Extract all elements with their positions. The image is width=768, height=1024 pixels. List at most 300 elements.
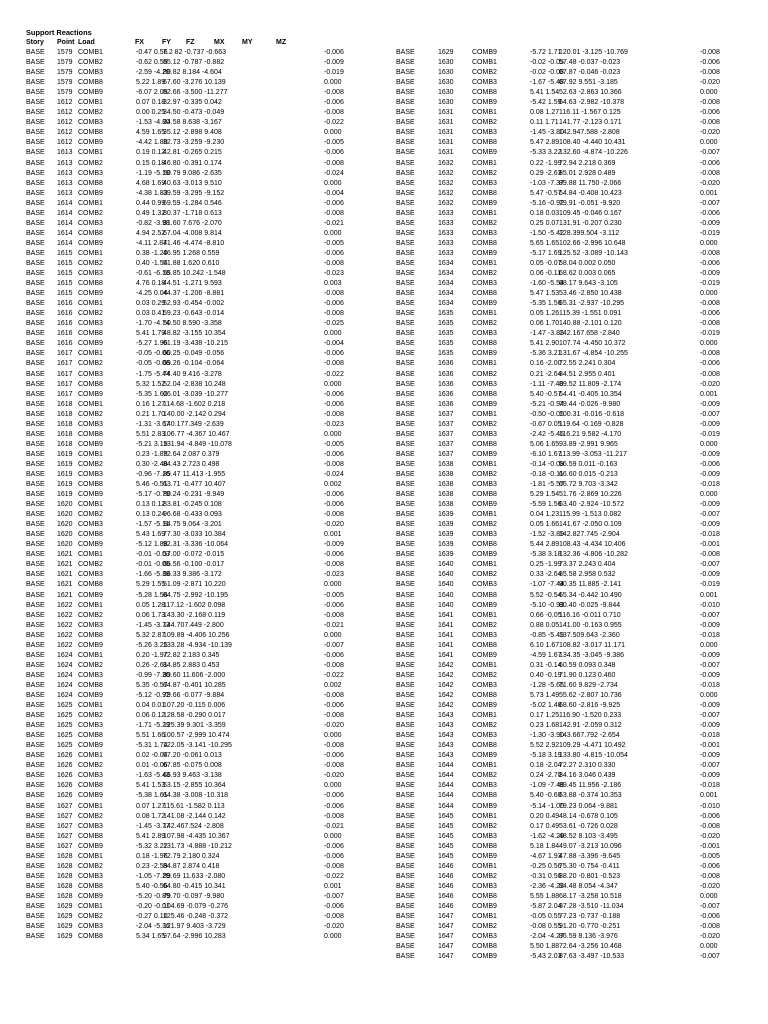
story-cell: BASE bbox=[26, 139, 45, 147]
values-cell: 72.27 2.310 0.330 bbox=[559, 762, 616, 770]
point-cell: 1617 bbox=[57, 350, 73, 358]
story-cell: BASE bbox=[26, 872, 45, 880]
point-cell: 1629 bbox=[57, 913, 73, 921]
forces-cell: -0.99 -7.30 bbox=[136, 671, 170, 679]
mz-cell: 0.003 bbox=[324, 280, 342, 288]
mz-cell: -0.008 bbox=[324, 89, 344, 97]
mz-cell: -0.008 bbox=[324, 762, 344, 770]
mz-cell: 0.001 bbox=[324, 531, 342, 539]
values-cell: 125.46 -0.248 -0.372 bbox=[163, 913, 228, 921]
load-cell: COMB2 bbox=[472, 822, 497, 830]
mz-cell: -0.006 bbox=[324, 390, 344, 398]
load-cell: COMB8 bbox=[78, 179, 103, 187]
point-cell: 1638 bbox=[438, 470, 454, 478]
table-row bbox=[396, 510, 756, 520]
mz-cell: -0.009 bbox=[700, 521, 720, 529]
mz-cell: 0.000 bbox=[324, 631, 342, 639]
mz-cell: -0.006 bbox=[324, 601, 344, 609]
mz-cell: -0.020 bbox=[324, 923, 344, 931]
forces-cell: 0.38 -1.20 bbox=[136, 249, 168, 257]
load-cell: COMB1 bbox=[78, 300, 103, 308]
forces-cell: 4.59 1.65 bbox=[136, 129, 166, 137]
load-cell: COMB8 bbox=[78, 732, 103, 740]
mz-cell: 0.000 bbox=[700, 892, 718, 900]
load-cell: COMB3 bbox=[472, 229, 497, 237]
table-row bbox=[396, 621, 756, 631]
forces-cell: 5.22 1.89 bbox=[136, 79, 166, 87]
values-cell: 109.29 -4.471 10.492 bbox=[559, 742, 626, 750]
load-cell: COMB2 bbox=[78, 862, 103, 870]
load-cell: COMB2 bbox=[472, 320, 497, 328]
mz-cell: -0.006 bbox=[324, 149, 344, 157]
table-row bbox=[26, 882, 386, 892]
mz-cell: -0.001 bbox=[700, 742, 720, 750]
story-cell: BASE bbox=[396, 450, 415, 458]
forces-cell: -6.10 1.67 bbox=[530, 450, 562, 458]
values-cell: 104.69 -0.079 -0.276 bbox=[163, 902, 228, 910]
story-cell: BASE bbox=[396, 541, 415, 549]
table-row bbox=[396, 942, 756, 952]
page-title: Support Reactions bbox=[26, 28, 92, 37]
story-cell: BASE bbox=[26, 219, 45, 227]
load-cell: COMB1 bbox=[472, 310, 497, 318]
forces-cell: 0.13 0.12 bbox=[136, 501, 166, 509]
load-cell: COMB9 bbox=[78, 591, 103, 599]
values-cell: 44.51 -1.271 9.593 bbox=[163, 280, 222, 288]
mz-cell: -0.006 bbox=[324, 450, 344, 458]
forces-cell: 0.21 -2.64 bbox=[530, 370, 562, 378]
point-cell: 1645 bbox=[438, 832, 454, 840]
values-cell: 96.68 -0.433 0.093 bbox=[163, 511, 222, 519]
story-cell: BASE bbox=[396, 49, 415, 56]
mz-cell: -0.006 bbox=[700, 913, 720, 921]
forces-cell: 0.31 -0.14 bbox=[530, 661, 562, 669]
forces-cell: 0.23 1.68 bbox=[530, 722, 560, 730]
mz-cell: -0.006 bbox=[324, 199, 344, 207]
table-row bbox=[26, 380, 386, 390]
point-cell: 1625 bbox=[57, 712, 73, 720]
mz-cell: -0.008 bbox=[700, 923, 720, 931]
table-row bbox=[396, 349, 756, 359]
load-cell: COMB9 bbox=[472, 149, 497, 157]
table-row bbox=[396, 802, 756, 812]
forces-cell: -1.19 -5.19 bbox=[136, 169, 170, 177]
story-cell: BASE bbox=[26, 340, 45, 348]
forces-cell: -1.63 -5.43 bbox=[136, 772, 170, 780]
story-cell: BASE bbox=[396, 390, 415, 398]
forces-cell: -5.27 1.96 bbox=[136, 340, 168, 348]
load-cell: COMB8 bbox=[472, 943, 497, 951]
story-cell: BASE bbox=[26, 501, 45, 509]
table-row bbox=[26, 651, 386, 661]
mz-cell: -0.021 bbox=[324, 621, 344, 629]
table-row bbox=[26, 771, 386, 781]
values-cell: 51.88 1.620 0.610 bbox=[163, 259, 220, 267]
point-cell: 1635 bbox=[438, 350, 454, 358]
story-cell: BASE bbox=[396, 692, 415, 699]
forces-cell: 0.26 -2.61 bbox=[136, 661, 168, 669]
table-row bbox=[26, 400, 386, 410]
values-cell: 53.46 -2.850 10.438 bbox=[559, 290, 622, 298]
load-cell: COMB8 bbox=[78, 631, 103, 639]
point-cell: 1645 bbox=[438, 822, 454, 830]
load-cell: COMB3 bbox=[78, 872, 103, 880]
load-cell: COMB3 bbox=[472, 481, 497, 489]
story-cell: BASE bbox=[396, 460, 415, 468]
point-cell: 1624 bbox=[57, 651, 73, 659]
load-cell: COMB9 bbox=[78, 239, 103, 247]
table-row bbox=[26, 812, 386, 822]
mz-cell: 0.000 bbox=[700, 290, 718, 298]
load-cell: COMB2 bbox=[78, 661, 103, 669]
forces-cell: -2.59 -4.29 bbox=[136, 69, 170, 77]
values-cell: 131.91 -0.207 0.230 bbox=[559, 219, 622, 227]
table-row bbox=[396, 591, 756, 601]
values-cell: 141.67 -2.050 0.109 bbox=[559, 521, 622, 529]
forces-cell: -0.50 -0.05 bbox=[530, 410, 564, 418]
forces-cell: 0.07 1.27 bbox=[136, 802, 166, 810]
mz-cell: -0.009 bbox=[700, 722, 720, 730]
load-cell: COMB2 bbox=[472, 923, 497, 931]
forces-cell: -4.38 1.83 bbox=[136, 189, 168, 197]
forces-cell: 0.17 1.25 bbox=[530, 712, 560, 720]
point-cell: 1619 bbox=[57, 470, 73, 478]
mz-cell: 0.000 bbox=[324, 832, 342, 840]
story-cell: BASE bbox=[26, 310, 45, 318]
point-cell: 1642 bbox=[438, 661, 454, 669]
story-cell: BASE bbox=[26, 390, 45, 398]
load-cell: COMB2 bbox=[78, 460, 103, 468]
mz-cell: -0.020 bbox=[700, 882, 720, 890]
point-cell: 1639 bbox=[438, 541, 454, 549]
values-cell: 7.2 82 -0.737 -0.663 bbox=[163, 49, 227, 56]
values-cell: 89.45 11.956 -2.186 bbox=[559, 782, 622, 790]
load-cell: COMB3 bbox=[78, 420, 103, 428]
mz-cell: -0.007 bbox=[700, 611, 720, 619]
mz-cell: -0.006 bbox=[700, 310, 720, 318]
point-cell: 1638 bbox=[438, 460, 454, 468]
values-cell: 72.79 2.180 0.324 bbox=[163, 852, 220, 860]
point-cell: 1646 bbox=[438, 862, 454, 870]
mz-cell: -0.005 bbox=[324, 139, 344, 147]
mz-cell: -0.022 bbox=[324, 119, 344, 127]
point-cell: 1640 bbox=[438, 571, 454, 579]
forces-cell: -1.71 -5.29 bbox=[136, 722, 170, 730]
mz-cell: -0.022 bbox=[324, 370, 344, 378]
load-cell: COMB9 bbox=[472, 902, 497, 910]
header-fy: FY bbox=[162, 39, 171, 46]
values-cell: 64.87 -0.401 10.285 bbox=[163, 681, 226, 689]
load-cell: COMB3 bbox=[472, 430, 497, 438]
mz-cell: -0.020 bbox=[324, 722, 344, 730]
table-row bbox=[396, 78, 756, 88]
forces-cell: -1.11 -7.40 bbox=[530, 380, 564, 388]
forces-cell: 5.73 1.49 bbox=[530, 692, 560, 699]
story-cell: BASE bbox=[396, 812, 415, 820]
point-cell: 1625 bbox=[57, 742, 73, 750]
story-cell: BASE bbox=[26, 712, 45, 720]
point-cell: 1616 bbox=[57, 300, 73, 308]
point-cell: 1637 bbox=[438, 410, 454, 418]
mz-cell: 0.001 bbox=[700, 792, 718, 800]
forces-cell: 0.88 0.05 bbox=[530, 621, 560, 629]
values-cell: 116.11 -1.567 0.125 bbox=[559, 109, 621, 117]
forces-cell: 0.05 1.26 bbox=[530, 310, 560, 318]
mz-cell: -0.006 bbox=[324, 551, 344, 559]
load-cell: COMB2 bbox=[78, 913, 103, 921]
story-cell: BASE bbox=[26, 481, 45, 489]
load-cell: COMB2 bbox=[78, 561, 103, 569]
forces-cell: 0.44 0.99 bbox=[136, 199, 166, 207]
values-cell: 57.00 -0.072 -0.015 bbox=[163, 551, 225, 559]
forces-cell: -5.33 3.22 bbox=[530, 149, 562, 157]
mz-cell: -0.009 bbox=[700, 651, 720, 659]
mz-cell: -0.008 bbox=[700, 872, 720, 880]
forces-cell: 0.20 0.49 bbox=[530, 812, 560, 820]
table-row bbox=[26, 390, 386, 400]
story-cell: BASE bbox=[26, 239, 45, 247]
mz-cell: -0.007 bbox=[700, 561, 720, 569]
table-row bbox=[396, 611, 756, 621]
forces-cell: 0.18 -2.04 bbox=[530, 762, 562, 770]
story-cell: BASE bbox=[26, 892, 45, 900]
values-cell: 77.30 -3.033 10.384 bbox=[163, 531, 226, 539]
mz-cell: -0.006 bbox=[324, 842, 344, 850]
table-row bbox=[26, 691, 386, 701]
load-cell: COMB9 bbox=[472, 802, 497, 810]
point-cell: 1620 bbox=[57, 511, 73, 519]
point-cell: 1618 bbox=[57, 440, 73, 448]
values-cell: 81.60 7.676 -2.070 bbox=[163, 219, 222, 227]
header-mz: MZ bbox=[276, 39, 287, 46]
mz-cell: -0.006 bbox=[324, 802, 344, 810]
load-cell: COMB3 bbox=[472, 129, 497, 137]
table-row bbox=[26, 359, 386, 369]
table-row bbox=[26, 781, 386, 791]
forces-cell: 0.15 0.18 bbox=[136, 159, 166, 167]
forces-cell: 0.24 -2.70 bbox=[530, 772, 562, 780]
point-cell: 1612 bbox=[57, 99, 73, 107]
table-row bbox=[26, 339, 386, 349]
mz-cell: -0.007 bbox=[700, 149, 720, 157]
table-row bbox=[396, 902, 756, 912]
story-cell: BASE bbox=[26, 320, 45, 328]
load-cell: COMB1 bbox=[472, 410, 497, 418]
mz-cell: -0.023 bbox=[324, 420, 344, 428]
story-cell: BASE bbox=[26, 440, 45, 448]
mz-cell: -0.018 bbox=[700, 531, 720, 539]
values-cell: 83.81 -0.245 0.108 bbox=[163, 501, 222, 509]
table-row bbox=[26, 48, 386, 58]
point-cell: 1612 bbox=[57, 139, 73, 147]
mz-cell: -0.008 bbox=[324, 913, 344, 921]
point-cell: 1626 bbox=[57, 792, 73, 800]
story-cell: BASE bbox=[396, 199, 415, 207]
table-row bbox=[396, 570, 756, 580]
table-row bbox=[396, 299, 756, 309]
point-cell: 1614 bbox=[57, 199, 73, 207]
values-cell: 46.95 1.268 0.559 bbox=[163, 249, 220, 257]
load-cell: COMB3 bbox=[78, 270, 103, 278]
point-cell: 1615 bbox=[57, 280, 73, 288]
table-row bbox=[396, 148, 756, 158]
load-cell: COMB3 bbox=[78, 69, 103, 77]
load-cell: COMB9 bbox=[472, 501, 497, 509]
story-cell: BASE bbox=[396, 601, 415, 609]
load-cell: COMB1 bbox=[78, 149, 103, 157]
story-cell: BASE bbox=[26, 802, 45, 810]
mz-cell: -0.001 bbox=[700, 842, 720, 850]
load-cell: COMB9 bbox=[78, 692, 103, 699]
point-cell: 1642 bbox=[438, 702, 454, 710]
forces-cell: 0.22 -1.99 bbox=[530, 159, 562, 167]
values-cell: 57.20 -0.061 0.013 bbox=[163, 752, 222, 760]
load-cell: COMB8 bbox=[78, 481, 103, 489]
load-cell: COMB9 bbox=[472, 49, 497, 56]
forces-cell: 5.40 -0.60 bbox=[530, 792, 562, 800]
story-cell: BASE bbox=[396, 149, 415, 157]
forces-cell: 0.11 1.71 bbox=[530, 119, 559, 127]
point-cell: 1628 bbox=[57, 852, 73, 860]
forces-cell: 5.40 -0.56 bbox=[136, 882, 168, 890]
forces-cell: -0.25 0.56 bbox=[530, 862, 562, 870]
table-row bbox=[396, 430, 756, 440]
point-cell: 1633 bbox=[438, 249, 454, 257]
story-cell: BASE bbox=[26, 702, 45, 710]
values-cell: 42.81 -0.265 0.215 bbox=[163, 149, 222, 157]
load-cell: COMB8 bbox=[472, 189, 497, 197]
point-cell: 1629 bbox=[57, 933, 73, 941]
story-cell: BASE bbox=[396, 651, 415, 659]
forces-cell: -5.87 2.04 bbox=[530, 902, 562, 910]
values-cell: 143.667.792 -2.654 bbox=[559, 732, 620, 740]
story-cell: BASE bbox=[396, 521, 415, 529]
mz-cell: -0.006 bbox=[324, 249, 344, 257]
forces-cell: 0.06 1.70 bbox=[530, 320, 560, 328]
point-cell: 1636 bbox=[438, 370, 454, 378]
forces-cell: 5.51 1.66 bbox=[136, 732, 166, 740]
mz-cell: -0.008 bbox=[700, 99, 720, 107]
story-cell: BASE bbox=[396, 611, 415, 619]
values-cell: 48.82 -3.155 10.354 bbox=[163, 330, 226, 338]
forces-cell: -5.17 1.69 bbox=[530, 249, 562, 257]
point-cell: 1643 bbox=[438, 722, 454, 730]
forces-cell: 4.68 1.69 bbox=[136, 179, 166, 187]
forces-cell: -1.62 -4.29 bbox=[530, 832, 564, 840]
table-row bbox=[26, 269, 386, 279]
table-row bbox=[396, 48, 756, 58]
values-cell: 97.64 -2.996 10.283 bbox=[163, 933, 226, 941]
values-cell: 91.20 -0.770 -0.251 bbox=[559, 923, 621, 931]
table-row bbox=[396, 781, 756, 791]
forces-cell: -6.07 2.05 bbox=[136, 89, 168, 97]
point-cell: 1630 bbox=[438, 59, 454, 67]
table-row bbox=[26, 802, 386, 812]
point-cell: 1642 bbox=[438, 692, 454, 699]
point-cell: 1612 bbox=[57, 119, 73, 127]
forces-cell: 0.18 0.03 bbox=[530, 209, 560, 217]
values-cell: 89.88 11.750 -2.066 bbox=[559, 179, 622, 187]
story-cell: BASE bbox=[396, 913, 415, 921]
forces-cell: -1.52 -3.89 bbox=[530, 531, 564, 539]
forces-cell: 5.29 1.55 bbox=[136, 581, 166, 589]
mz-cell: -0.006 bbox=[700, 862, 720, 870]
values-cell: 61.19 -3.438 -10.215 bbox=[163, 340, 228, 348]
mz-cell: -0.018 bbox=[700, 481, 720, 489]
table-row bbox=[396, 440, 756, 450]
table-row bbox=[396, 209, 756, 219]
load-cell: COMB1 bbox=[472, 862, 497, 870]
mz-cell: -0.006 bbox=[700, 460, 720, 468]
mz-cell: -0.006 bbox=[700, 209, 720, 217]
point-cell: 1627 bbox=[57, 812, 73, 820]
point-cell: 1637 bbox=[438, 420, 454, 428]
load-cell: COMB9 bbox=[472, 651, 497, 659]
point-cell: 1621 bbox=[57, 591, 73, 599]
story-cell: BASE bbox=[396, 621, 415, 629]
story-cell: BASE bbox=[396, 259, 415, 267]
story-cell: BASE bbox=[26, 631, 45, 639]
mz-cell: -0.021 bbox=[324, 219, 344, 227]
table-row bbox=[26, 319, 386, 329]
mz-cell: -0.020 bbox=[700, 380, 720, 388]
load-cell: COMB9 bbox=[78, 440, 103, 448]
story-cell: BASE bbox=[26, 49, 45, 56]
point-cell: 1631 bbox=[438, 149, 454, 157]
forces-cell: -5.16 -0.92 bbox=[530, 199, 564, 207]
mz-cell: -0.024 bbox=[324, 169, 344, 177]
mz-cell: 0.000 bbox=[700, 440, 718, 448]
load-cell: COMB3 bbox=[472, 832, 497, 840]
table-row bbox=[396, 761, 756, 771]
mz-cell: 0.000 bbox=[324, 581, 342, 589]
load-cell: COMB8 bbox=[472, 440, 497, 448]
forces-cell: 0.40 -0.19 bbox=[530, 671, 562, 679]
point-cell: 1613 bbox=[57, 169, 73, 177]
load-cell: COMB3 bbox=[78, 621, 103, 629]
values-cell: 114.68 -1.602 0.218 bbox=[163, 400, 226, 408]
forces-cell: 0.04 1.23 bbox=[530, 511, 560, 519]
table-row bbox=[26, 58, 386, 68]
values-cell: 66.33 9.386 -3.172 bbox=[163, 571, 222, 579]
mz-cell: -0.008 bbox=[324, 511, 344, 519]
header-load: Load bbox=[78, 39, 95, 46]
mz-cell: -0.024 bbox=[324, 470, 344, 478]
load-cell: COMB8 bbox=[78, 229, 103, 237]
load-cell: COMB3 bbox=[78, 119, 103, 127]
mz-cell: -0.008 bbox=[324, 159, 344, 167]
load-cell: COMB1 bbox=[472, 611, 497, 619]
load-cell: COMB2 bbox=[472, 270, 497, 278]
story-cell: BASE bbox=[26, 762, 45, 770]
forces-cell: 0.05 -0.07 bbox=[530, 259, 562, 267]
load-cell: COMB3 bbox=[78, 671, 103, 679]
forces-cell: -0.01 -0.05 bbox=[136, 561, 170, 569]
point-cell: 1627 bbox=[57, 842, 73, 850]
story-cell: BASE bbox=[26, 129, 45, 137]
table-row bbox=[396, 58, 756, 68]
forces-cell: 0.06 0.12 bbox=[136, 712, 166, 720]
table-row bbox=[396, 842, 756, 852]
load-cell: COMB3 bbox=[472, 581, 497, 589]
table-row bbox=[26, 410, 386, 420]
load-cell: COMB8 bbox=[472, 139, 497, 147]
mz-cell: -0.005 bbox=[324, 591, 344, 599]
forces-cell: 0.02 -0.04 bbox=[136, 752, 168, 760]
story-cell: BASE bbox=[26, 692, 45, 699]
mz-cell: -0.006 bbox=[324, 752, 344, 760]
point-cell: 1633 bbox=[438, 219, 454, 227]
